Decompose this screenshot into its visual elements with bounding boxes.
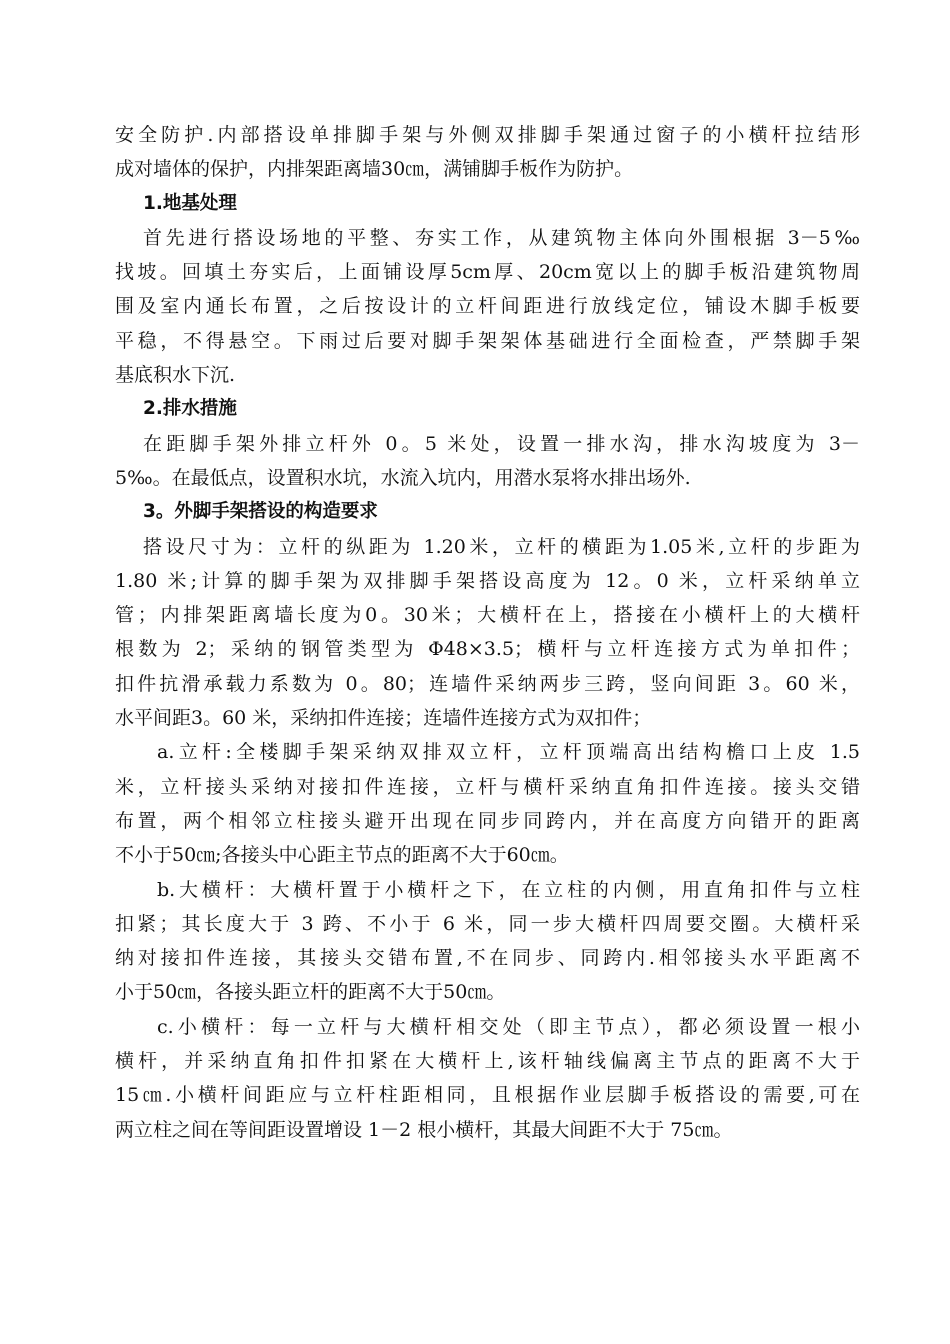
paragraph-line: 平稳，不得悬空。下雨过后要对脚手架架体基础进行全面检查，严禁脚手架	[115, 329, 860, 352]
paragraph-line: 在距脚手架外排立杆外 0。5 米处，设置一排水沟，排水沟坡度为 3－	[143, 432, 860, 455]
paragraph-line: c.小横杆：每一立杆与大横杆相交处（即主节点），都必须设置一根小	[157, 1015, 860, 1038]
paragraph-line: 两立柱之间在等间距设置增设 1－2 根小横杆，其最大间距不大于 75㎝。	[115, 1118, 733, 1141]
paragraph-line: 米，立杆接头采纳对接扣件连接，立杆与横杆采纳直角扣件连接。接头交错	[115, 775, 860, 798]
paragraph-line: 横杆，并采纳直角扣件扣紧在大横杆上,该杆轴线偏离主节点的距离不大于	[115, 1050, 860, 1073]
paragraph-line: 搭设尺寸为：立杆的纵距为 1.20米，立杆的横距为1.05米,立杆的步距为	[143, 535, 860, 558]
paragraph-line: 管；内排架距离墙长度为0。30米；大横杆在上，搭接在小横杆上的大横杆	[115, 604, 860, 627]
paragraph-line: 水平间距3。60 米，采纳扣件连接；连墙件连接方式为双扣件；	[115, 707, 652, 730]
paragraph-line: 扣紧；其长度大于 3 跨、不小于 6 米，同一步大横杆四周要交圈。大横杆采	[115, 912, 860, 935]
document-page	[115, 118, 860, 1147]
paragraph-line: 5‰。在最低点，设置积水坑，水流入坑内，用潜水泵将水排出场外.	[115, 466, 691, 489]
paragraph-line: 根数为 2；采纳的钢管类型为 Φ48×3.5；横杆与立杆连接方式为单扣件；	[115, 638, 860, 661]
paragraph-line: 首先进行搭设场地的平整、夯实工作，从建筑物主体向外围根据 3－5‰	[143, 226, 860, 249]
paragraph-line: a.立杆:全楼脚手架采纳双排双立杆，立杆顶端高出结构檐口上皮 1.5	[157, 741, 860, 764]
paragraph-line: 基底积水下沉.	[115, 364, 236, 387]
paragraph-line: 围及室内通长布置，之后按设计的立杆间距进行放线定位，铺设木脚手板要	[115, 295, 860, 318]
paragraph-line: 小于50㎝，各接头距立杆的距离不大于50㎝。	[115, 981, 506, 1004]
paragraph-line: 找坡。回填土夯实后，上面铺设厚5cm厚、20cm宽以上的脚手板沿建筑物周	[115, 261, 860, 284]
paragraph-line: 1.80 米;计算的脚手架为双排脚手架搭设高度为 12。0 米，立杆采纳单立	[115, 569, 860, 592]
section-heading-construction: 3。外脚手架搭设的构造要求	[143, 501, 378, 523]
section-heading-foundation: 1.地基处理	[143, 192, 237, 214]
section-heading-drainage: 2.排水措施	[143, 398, 237, 420]
paragraph-line: 15㎝.小横杆间距应与立杆柱距相同，且根据作业层脚手板搭设的需要,可在	[115, 1084, 860, 1107]
paragraph-line: 扣件抗滑承载力系数为 0。80；连墙件采纳两步三跨，竖向间距 3。60 米，	[115, 672, 860, 695]
paragraph-line: 安全防护.内部搭设单排脚手架与外侧双排脚手架通过窗子的小横杆拉结形	[115, 124, 860, 146]
paragraph-line: 不小于50㎝;各接头中心距主节点的距离不大于60㎝。	[115, 844, 569, 867]
paragraph-line: 成对墙体的保护，内排架距离墙30㎝，满铺脚手板作为防护。	[115, 158, 634, 181]
paragraph-line: 纳对接扣件连接，其接头交错布置,不在同步、同跨内.相邻接头水平距离不	[115, 947, 860, 970]
paragraph-line: 布置，两个相邻立柱接头避开出现在同步同跨内，并在高度方向错开的距离	[115, 809, 860, 832]
paragraph-line: b.大横杆：大横杆置于小横杆之下，在立柱的内侧，用直角扣件与立柱	[157, 878, 860, 901]
